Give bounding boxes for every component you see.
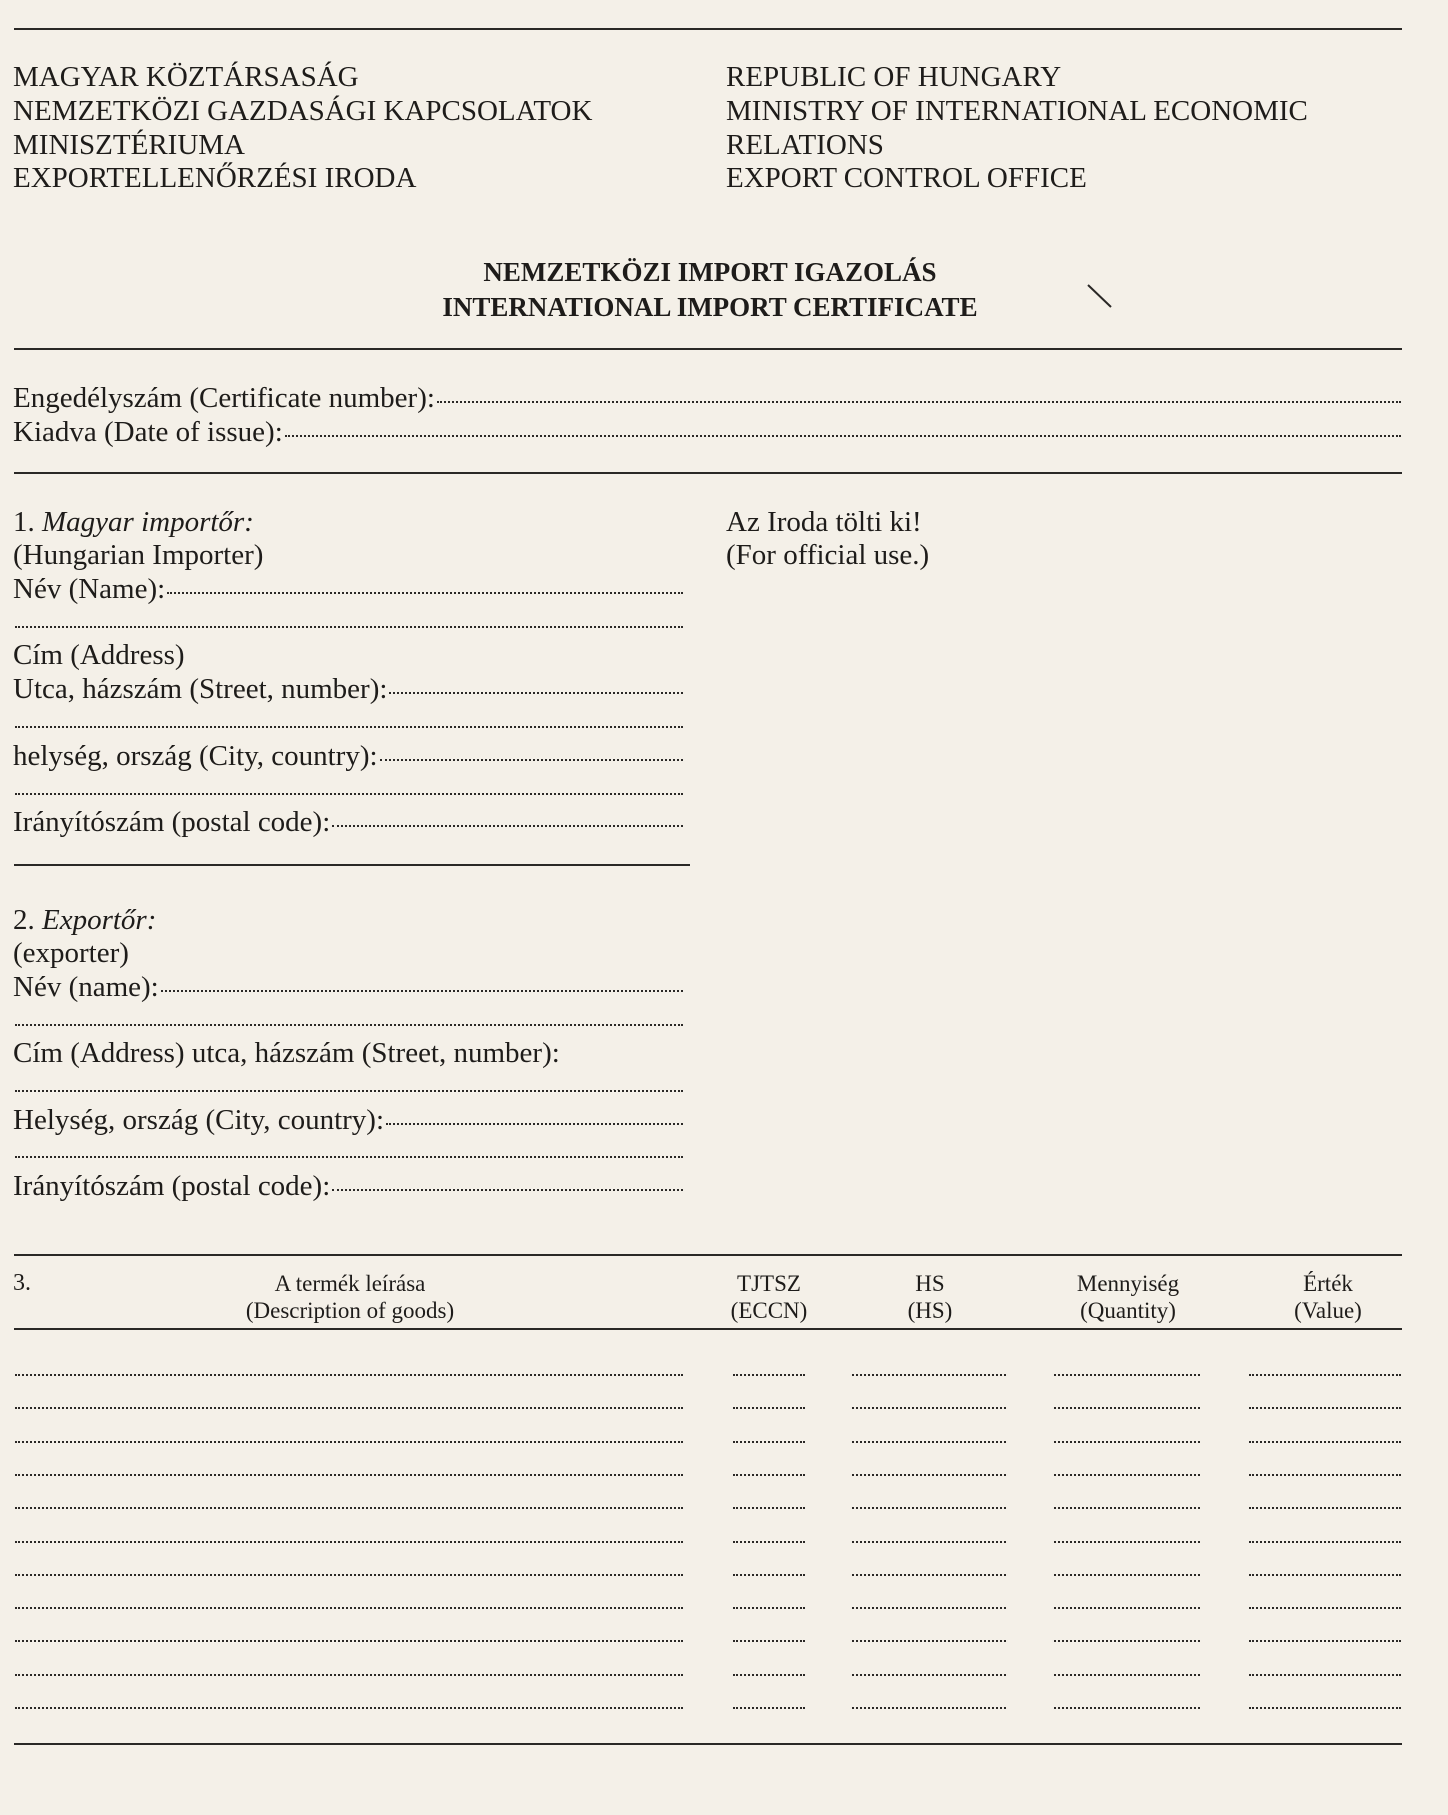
column-header-en: (Quantity) <box>1080 1298 1176 1323</box>
eccn-cell[interactable] <box>733 1407 805 1409</box>
exporter-number: 2. <box>13 904 35 936</box>
value-cell[interactable] <box>1249 1707 1401 1709</box>
importer-heading-en: (Hungarian Importer) <box>13 539 264 571</box>
value-cell[interactable] <box>1249 1507 1401 1509</box>
column-header-en: (HS) <box>907 1298 953 1323</box>
importer-street-field[interactable] <box>13 672 683 706</box>
eccn-cell[interactable] <box>733 1640 805 1642</box>
document-title-hu: NEMZETKÖZI IMPORT IGAZOLÁS <box>483 257 937 287</box>
value-cell[interactable] <box>1249 1374 1401 1376</box>
importer-street-line[interactable] <box>389 692 683 694</box>
header-hu-line: MAGYAR KÖZTÁRSASÁG <box>13 61 359 93</box>
date-of-issue-line[interactable] <box>285 435 1401 437</box>
description-cell[interactable] <box>15 1674 683 1676</box>
hs-cell[interactable] <box>852 1674 1006 1676</box>
goods-bottom-rule <box>14 1743 1402 1745</box>
column-header-en: (Value) <box>1294 1298 1362 1323</box>
eccn-cell[interactable] <box>733 1441 805 1443</box>
importer-postal-field[interactable] <box>13 805 683 839</box>
exporter-postal-line[interactable] <box>332 1189 683 1191</box>
certificate-number-field[interactable] <box>13 381 1401 415</box>
header-en-line: MINISTRY OF INTERNATIONAL ECONOMIC <box>726 95 1308 127</box>
column-header-hu: Mennyiség <box>1076 1271 1180 1296</box>
quantity-cell[interactable] <box>1054 1674 1200 1676</box>
value-cell[interactable] <box>1249 1541 1401 1543</box>
importer-city-label: helység, ország (City, country): <box>13 740 378 772</box>
official-use-label-en: (For official use.) <box>726 539 930 571</box>
exporter-postal-field[interactable] <box>13 1169 683 1203</box>
top-rule <box>14 28 1402 30</box>
hs-cell[interactable] <box>852 1374 1006 1376</box>
eccn-cell[interactable] <box>733 1707 805 1709</box>
hs-cell[interactable] <box>852 1507 1006 1509</box>
title-rule <box>14 348 1402 350</box>
column-header-hu: HS <box>915 1271 945 1296</box>
importer-name-field[interactable] <box>13 572 683 606</box>
exporter-name-line[interactable] <box>161 990 683 992</box>
value-cell[interactable] <box>1249 1607 1401 1609</box>
quantity-cell[interactable] <box>1054 1441 1200 1443</box>
value-cell[interactable] <box>1249 1574 1401 1576</box>
hs-cell[interactable] <box>852 1441 1006 1443</box>
exporter-name-field[interactable] <box>13 970 683 1004</box>
hs-cell[interactable] <box>852 1541 1006 1543</box>
description-cell[interactable] <box>15 1541 683 1543</box>
hs-cell[interactable] <box>852 1607 1006 1609</box>
description-cell[interactable] <box>15 1707 683 1709</box>
exporter-title: Exportőr: <box>42 904 157 936</box>
hs-cell[interactable] <box>852 1640 1006 1642</box>
importer-name-line-2[interactable] <box>15 626 683 628</box>
quantity-cell[interactable] <box>1054 1640 1200 1642</box>
quantity-cell[interactable] <box>1054 1507 1200 1509</box>
eccn-cell[interactable] <box>733 1374 805 1376</box>
eccn-cell[interactable] <box>733 1507 805 1509</box>
official-use-label: Az Iroda tölti ki! <box>726 506 922 538</box>
eccn-cell[interactable] <box>733 1607 805 1609</box>
header-hu-line: NEMZETKÖZI GAZDASÁGI KAPCSOLATOK <box>13 95 593 127</box>
column-header-hu: TJTSZ <box>737 1271 801 1296</box>
column-header-hu: Érték <box>1303 1271 1353 1296</box>
eccn-cell[interactable] <box>733 1474 805 1476</box>
eccn-cell[interactable] <box>733 1574 805 1576</box>
description-cell[interactable] <box>15 1374 683 1376</box>
quantity-cell[interactable] <box>1054 1374 1200 1376</box>
header-en-line: EXPORT CONTROL OFFICE <box>726 162 1087 194</box>
description-cell[interactable] <box>15 1407 683 1409</box>
exporter-address-line[interactable] <box>15 1090 683 1092</box>
importer-heading <box>13 505 254 539</box>
document-title-en: INTERNATIONAL IMPORT CERTIFICATE <box>442 292 978 322</box>
exporter-heading-en: (exporter) <box>13 937 129 969</box>
description-cell[interactable] <box>15 1441 683 1443</box>
goods-top-rule <box>14 1254 1402 1256</box>
importer-name-label: Név (Name): <box>13 573 166 605</box>
exporter-city-field[interactable] <box>13 1103 683 1137</box>
importer-address-label: Cím (Address) <box>13 639 185 671</box>
importer-city-field[interactable] <box>13 739 683 773</box>
quantity-cell[interactable] <box>1054 1607 1200 1609</box>
date-of-issue-label: Kiadva (Date of issue): <box>13 416 283 448</box>
header-hu-line: EXPORTELLENŐRZÉSI IRODA <box>13 162 417 194</box>
value-cell[interactable] <box>1249 1674 1401 1676</box>
header-en-line: RELATIONS <box>726 129 884 161</box>
quantity-cell[interactable] <box>1054 1707 1200 1709</box>
exporter-address-label: Cím (Address) utca, házszám (Street, number): <box>13 1037 560 1069</box>
hs-cell[interactable] <box>852 1407 1006 1409</box>
eccn-cell[interactable] <box>733 1541 805 1543</box>
value-cell[interactable] <box>1249 1441 1401 1443</box>
exporter-city-line-2[interactable] <box>15 1156 683 1158</box>
exporter-postal-label: Irányítószám (postal code): <box>13 1170 331 1202</box>
value-cell[interactable] <box>1249 1640 1401 1642</box>
certificate-rule <box>14 472 1402 474</box>
importer-rule <box>14 864 690 866</box>
quantity-cell[interactable] <box>1054 1407 1200 1409</box>
hs-cell[interactable] <box>852 1574 1006 1576</box>
importer-postal-line[interactable] <box>332 825 683 827</box>
goods-header-rule <box>14 1328 1402 1330</box>
exporter-city-label: Helység, ország (City, country): <box>13 1104 384 1136</box>
description-cell[interactable] <box>15 1507 683 1509</box>
value-cell[interactable] <box>1249 1474 1401 1476</box>
importer-street-label: Utca, házszám (Street, number): <box>13 673 388 705</box>
quantity-cell[interactable] <box>1054 1474 1200 1476</box>
quantity-cell[interactable] <box>1054 1541 1200 1543</box>
description-cell[interactable] <box>15 1607 683 1609</box>
certificate-number-line[interactable] <box>437 401 1401 403</box>
importer-number: 1. <box>13 506 35 538</box>
column-header-en: (Description of goods) <box>245 1298 455 1323</box>
description-cell[interactable] <box>15 1574 683 1576</box>
quantity-cell[interactable] <box>1054 1574 1200 1576</box>
importer-city-line-2[interactable] <box>15 793 683 795</box>
importer-name-line[interactable] <box>167 592 683 594</box>
exporter-heading <box>13 903 156 937</box>
header-hu-line: MINISZTÉRIUMA <box>13 129 245 161</box>
stray-pen-mark <box>1085 282 1117 312</box>
importer-title: Magyar importőr: <box>42 506 254 538</box>
date-of-issue-field[interactable] <box>13 415 1401 449</box>
exporter-name-line-2[interactable] <box>15 1024 683 1026</box>
importer-street-line-2[interactable] <box>15 726 683 728</box>
importer-city-line[interactable] <box>380 759 683 761</box>
hs-cell[interactable] <box>852 1707 1006 1709</box>
description-cell[interactable] <box>15 1640 683 1642</box>
eccn-cell[interactable] <box>733 1674 805 1676</box>
hs-cell[interactable] <box>852 1474 1006 1476</box>
description-cell[interactable] <box>15 1474 683 1476</box>
importer-postal-label: Irányítószám (postal code): <box>13 806 331 838</box>
header-en-line: REPUBLIC OF HUNGARY <box>726 61 1062 93</box>
exporter-city-line[interactable] <box>386 1123 683 1125</box>
value-cell[interactable] <box>1249 1407 1401 1409</box>
column-header-en: (ECCN) <box>730 1298 808 1323</box>
column-header-hu: A termék leírása <box>274 1271 426 1296</box>
certificate-number-label: Engedélyszám (Certificate number): <box>13 382 435 414</box>
exporter-name-label: Név (name): <box>13 971 159 1003</box>
goods-section-number: 3. <box>13 1270 31 1296</box>
